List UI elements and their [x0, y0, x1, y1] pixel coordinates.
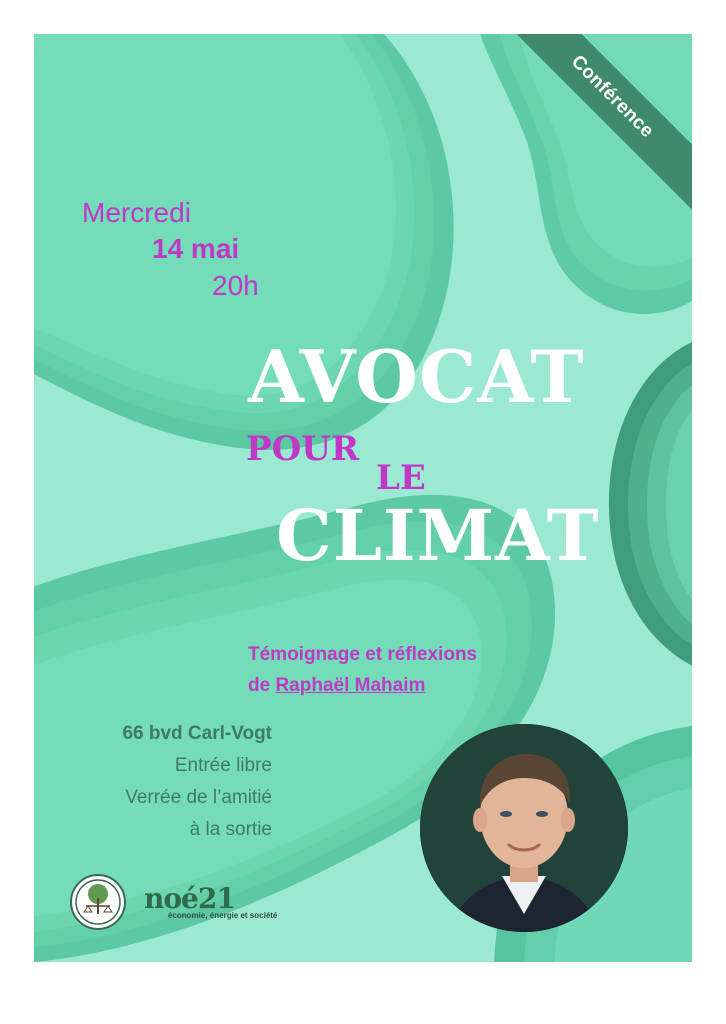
noe21-logo — [144, 882, 277, 920]
subtitle-prefix: de — [248, 675, 276, 696]
association-logo — [70, 874, 126, 930]
event-date: 14 mai — [152, 233, 240, 264]
speaker-photo — [420, 724, 628, 932]
event-time: 20h — [212, 270, 259, 301]
title-pour: POUR — [246, 429, 360, 469]
address: 66 bvd Carl-Vogt — [122, 723, 272, 744]
entry-info: Entrée libre — [174, 755, 272, 776]
reception-info: Verrée de l’amitié — [125, 787, 272, 808]
reception-info-2: à la sortie — [189, 819, 272, 840]
title-le: LE — [376, 458, 426, 498]
title-climat: CLIMAT — [276, 494, 600, 577]
event-weekday: Mercredi — [82, 197, 191, 228]
subtitle-line1: Témoignage et réflexions — [248, 644, 478, 665]
conference-ribbon: Conférence — [490, 34, 692, 219]
noe21-tagline: économie, énergie et société — [168, 911, 278, 920]
noe21-logo-mark: noé21 — [144, 882, 235, 915]
poster — [34, 34, 692, 962]
title-avocat: AVOCAT — [248, 334, 585, 419]
subtitle-line2 — [248, 675, 425, 697]
speaker-name: Raphaël Mahaim — [275, 675, 426, 696]
